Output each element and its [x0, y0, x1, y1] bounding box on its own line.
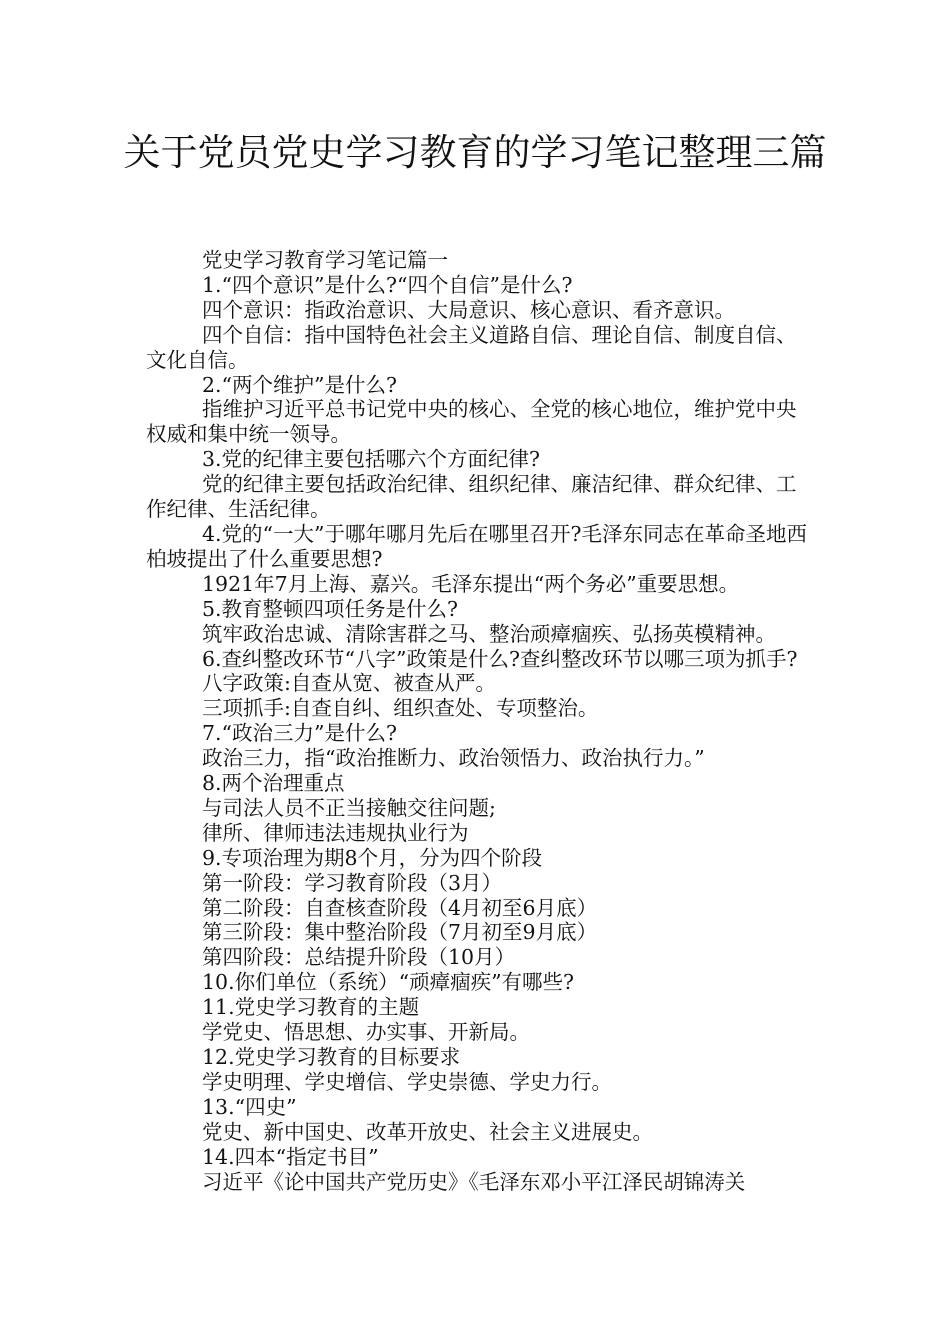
- question: 7.“政治三力”是什么?: [202, 721, 398, 746]
- answer: 与司法人员不正当接触交往问题;: [202, 795, 496, 820]
- answer: 第一阶段：学习教育阶段（3月）: [202, 870, 503, 895]
- question: 12.党史学习教育的目标要求: [202, 1045, 461, 1069]
- question: 4.党的“一大”于哪年哪月先后在哪里召开?毛泽东同志在革命圣地西柏坡提出了什么重要思想?: [146, 521, 808, 571]
- question: 11.党史学习教育的主题: [202, 995, 420, 1020]
- answer: 1921年7月上海、嘉兴。毛泽东提出“两个务必”重要思想。: [202, 571, 740, 596]
- answer: 第二阶段：自查核查阶段（4月初至6月底）: [202, 895, 598, 920]
- answer: 四个意识：指政治意识、大局意识、核心意识、看齐意识。: [202, 297, 735, 322]
- answer: 习近平《论中国共产党历史》《毛泽东邓小平江泽民胡锦涛关: [202, 1169, 746, 1194]
- answer: 指维护习近平总书记党中央的核心、全党的核心地位，维护党中央权威和集中统一领导。: [146, 397, 797, 447]
- answer: 党的纪律主要包括政治纪律、组织纪律、廉洁纪律、群众纪律、工作纪律、生活纪律。: [146, 472, 797, 522]
- question: 5.教育整顿四项任务是什么?: [202, 596, 459, 621]
- question: 14.四本“指定书目”: [202, 1144, 379, 1169]
- section-heading: 党史学习教育学习笔记篇一: [202, 248, 448, 272]
- question: 8.两个治理重点: [202, 771, 345, 796]
- answer: 筑牢政治忠诚、清除害群之马、整治顽瘴痼疾、弘扬英模精神。: [202, 621, 776, 646]
- answer: 政治三力，指“政治推断力、政治领悟力、政治执行力。”: [202, 746, 705, 771]
- question: 3.党的纪律主要包括哪六个方面纪律?: [202, 447, 541, 472]
- document-title: 关于党员党史学习教育的学习笔记整理三篇: [123, 131, 827, 174]
- question: 13.“四史”: [202, 1094, 297, 1119]
- answer: 学史明理、学史增信、学史崇德、学史力行。: [202, 1069, 612, 1094]
- question: 10.你们单位（系统）“顽瘴痼疾”有哪些?: [202, 970, 575, 995]
- question: 2.“两个维护”是什么?: [202, 372, 398, 397]
- answer: 党史、新中国史、改革开放史、社会主义进展史。: [202, 1119, 653, 1144]
- answer: 第四阶段：总结提升阶段（10月）: [202, 945, 516, 970]
- answer: 第三阶段：集中整治阶段（7月初至9月底）: [202, 920, 598, 945]
- document-body: [146, 248, 814, 1194]
- answer: 八字政策:自查从宽、被查从严。: [202, 671, 496, 696]
- question: 9.专项治理为期8个月，分为四个阶段: [202, 845, 543, 870]
- answer: 四个自信：指中国特色社会主义道路自信、理论自信、制度自信、文化自信。: [146, 322, 797, 372]
- question: 6.查纠整改环节“八字”政策是什么?查纠整改环节以哪三项为抓手?: [202, 646, 798, 671]
- question: 1.“四个意识”是什么?“四个自信”是什么?: [202, 272, 573, 297]
- answer: 三项抓手:自查自纠、组织查处、专项整治。: [202, 696, 599, 721]
- answer: 律所、律师违法违规执业行为: [202, 820, 469, 845]
- answer: 学党史、悟思想、办实事、开新局。: [202, 1020, 530, 1045]
